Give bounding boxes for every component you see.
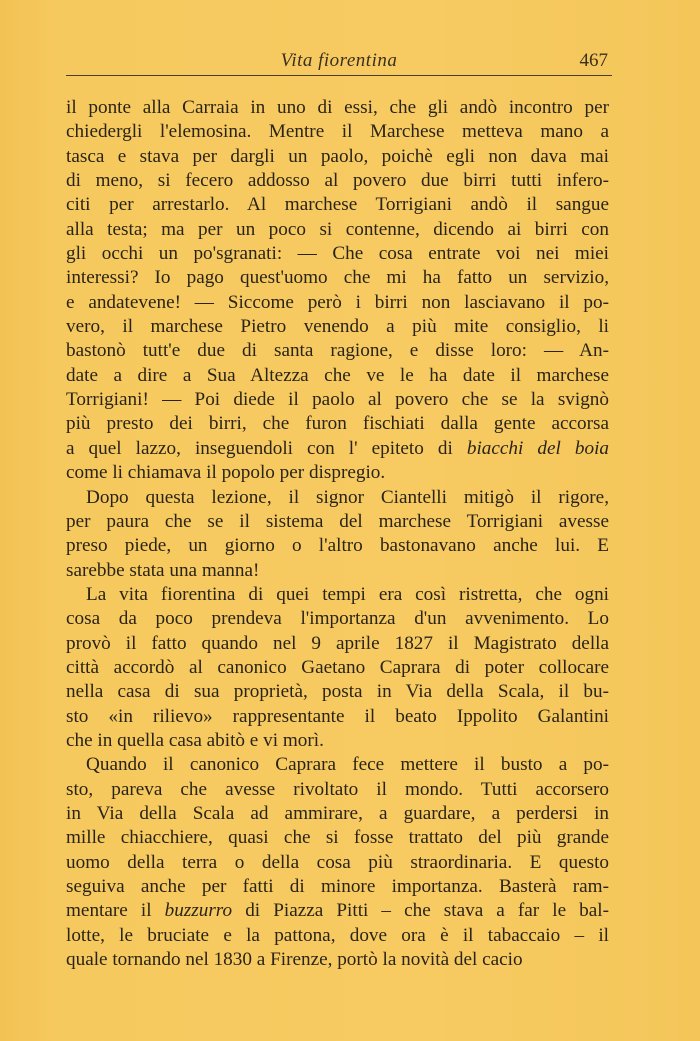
text-line: La vita fiorentina di quei tempi era così ristretta, che ogni [86,583,609,605]
text-line: come li chiamava il popolo per dispregio. [66,462,386,484]
text-line: lotte, le bruciate e la pattona, dove ora è il tabaccaio – il [66,924,609,946]
text-line: alla testa; ma per un poco si contenne, dicendo ai birri con [66,218,609,240]
text-line: città accordò al canonico Gaetano Caprara di poter collocare [66,656,609,678]
page-header [66,44,612,78]
text-line: che in quella casa abitò e vi morì. [66,729,324,751]
text-line: Quando il canonico Caprara fece mettere il busto a po- [86,754,609,776]
text-line: mille chiacchiere, quasi che si fosse trattato del più grande [66,827,609,849]
text-line: Torrigiani! — Poi diede il paolo al povero che se la svignò [66,389,609,411]
text-line: mentare il buzzurro di Piazza Pitti – che stava a far le bal- [66,900,610,922]
text-line: interessi? Io pago quest'uomo che mi ha fatto un servizio, [66,267,609,289]
text-line: tasca e stava per dargli un paolo, poichè egli non dava mai [66,145,609,167]
text-line: cosa da poco prendeva l'importanza d'un avvenimento. Lo [66,608,609,630]
italic-term: buzzurro [164,900,233,922]
paragraph [66,96,609,486]
page-number: 467 [579,50,608,71]
text-line: date a dire a Sua Altezza che ve le ha date il marchese [66,364,609,386]
text-line: quale tornando nel 1830 a Firenze, portò la novità del cacio [66,949,523,971]
text-line: a quel lazzo, inseguendoli con l' epiteto di biacchi del boia [66,437,609,459]
text-line: gli occhi un po'sgranati: — Che cosa entrate voi nei miei [66,243,609,265]
paragraph [66,583,609,753]
paragraph [66,486,609,583]
text-line: in Via della Scala ad ammirare, a guardare, a perdersi in [66,802,609,824]
text-line: citi per arrestarlo. Al marchese Torrigiani andò il sangue [66,194,609,216]
text-line: vero, il marchese Pietro venendo a più mite consiglio, li [66,316,609,338]
text-line: nella casa di sua proprietà, posta in Via della Scala, il bu- [66,681,609,703]
text-line: sarebbe stata una manna! [66,559,260,581]
header-rule [66,75,612,76]
running-title: Vita fiorentina [280,50,398,71]
text-line: uomo della terra o della cosa più straordinaria. E questo [66,851,609,873]
italic-term: biacchi del boia [466,437,609,459]
text-line: più presto dei birri, che furon fischiati dalla gente accorsa [66,413,609,435]
text-line: provò il fatto quando nel 9 aprile 1827 il Magistrato della [66,632,609,654]
text-line: il ponte alla Carraia in uno di essi, che gli andò incontro per [66,97,609,118]
text-line: chiedergli l'elemosina. Mentre il Marchese metteva mano a [66,121,609,143]
text-line: sto, pareva che avesse rivoltato il mondo. Tutti accorsero [66,778,609,800]
paragraph [66,753,609,972]
body-text [66,96,609,972]
text-line: per paura che se il sistema del marchese Torrigiani avesse [66,510,609,532]
text-line: bastonò tutt'e due di santa ragione, e disse loro: — An- [66,340,609,362]
text-line: preso piede, un giorno o l'altro bastonavano anche lui. E [66,535,609,557]
text-line: e andatevene! — Siccome però i birri non lasciavano il po- [66,291,609,313]
text-line: di meno, si fecero addosso al povero due birri tutti infero- [66,170,609,192]
text-line: seguiva anche per fatti di minore importanza. Basterà ram- [66,876,609,897]
text-line: sto «in rilievo» rappresentante il beato Ippolito Galantini [66,705,609,727]
text-line: Dopo questa lezione, il signor Ciantelli mitigò il rigore, [86,486,609,508]
